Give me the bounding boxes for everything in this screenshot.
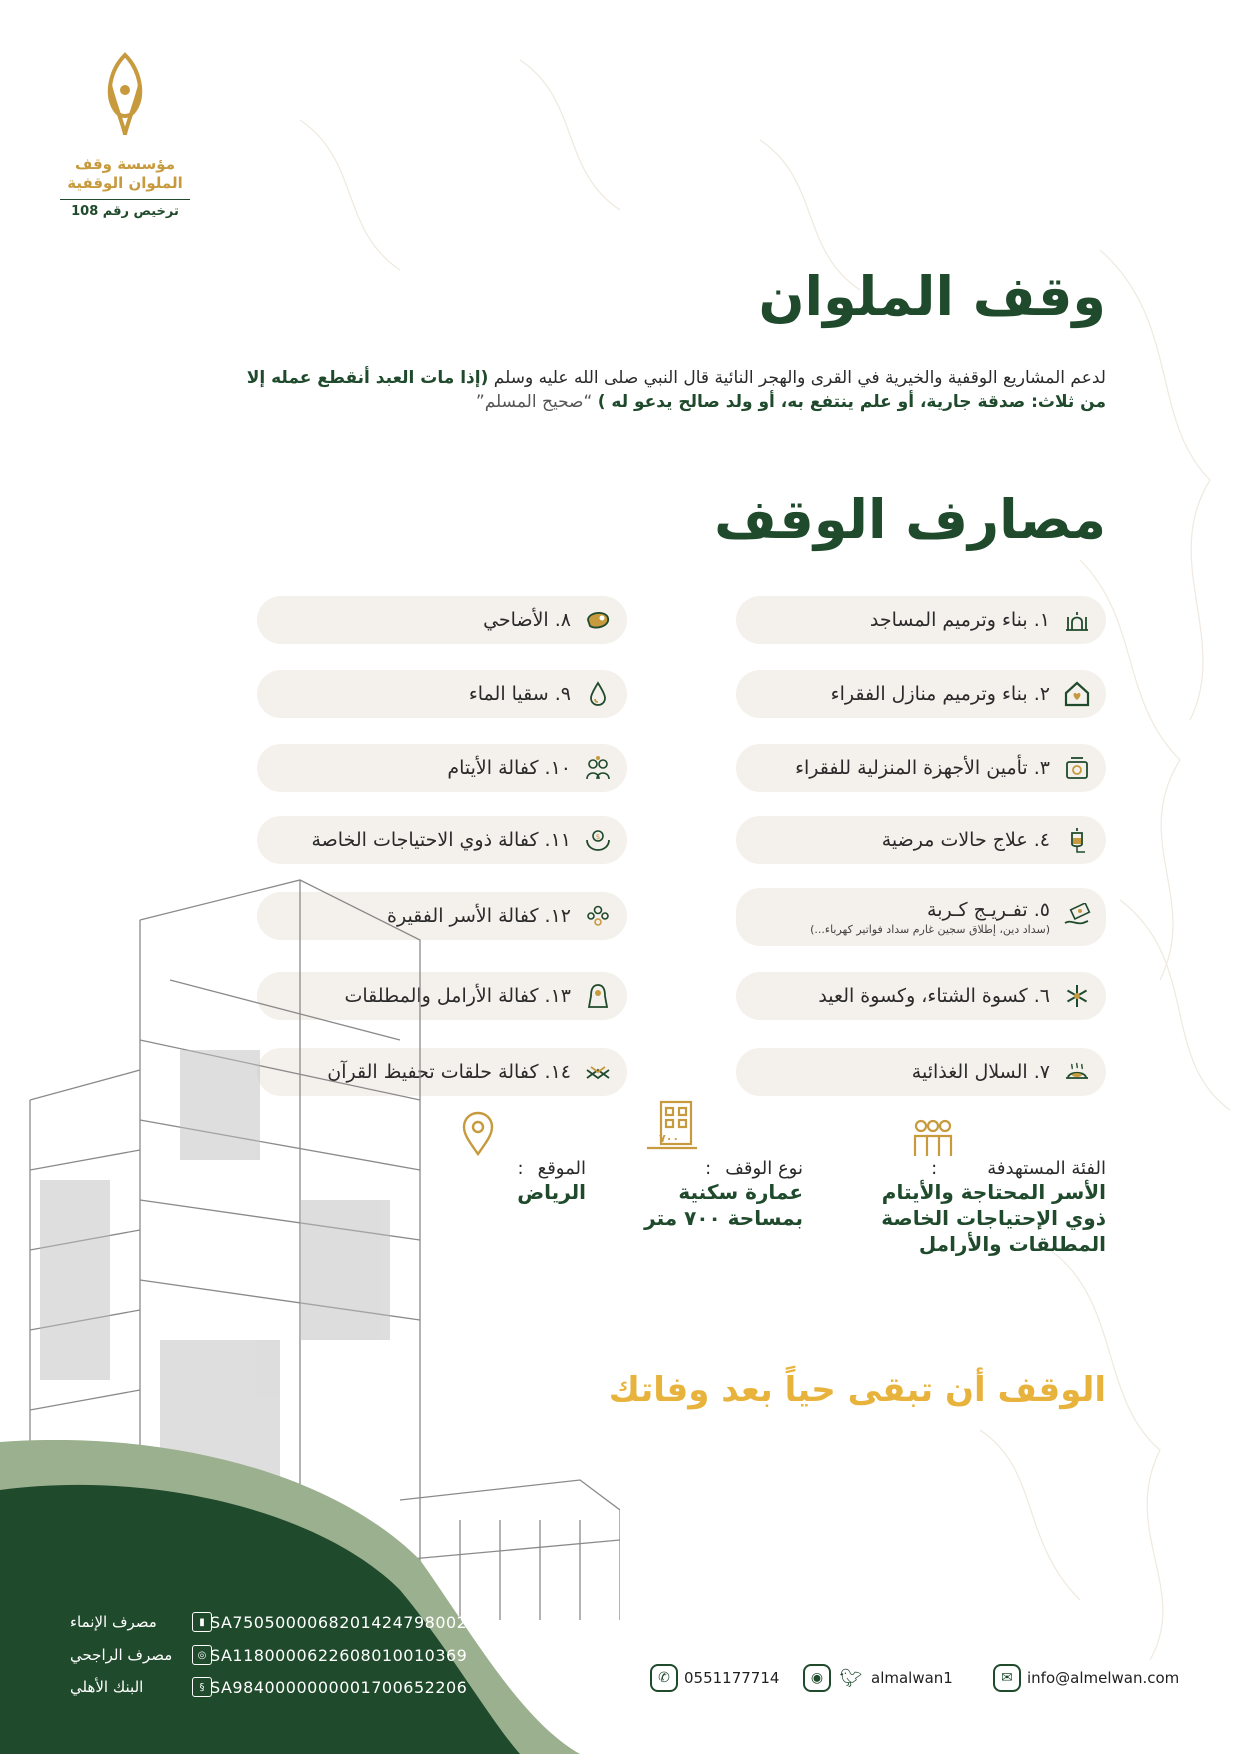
contact-social[interactable] [803, 1664, 953, 1692]
page-title: وقف الملوان [758, 265, 1106, 328]
bank-account[interactable]: SA9840000000001700652206 [210, 1677, 468, 1697]
expense-label: ٩. سقيا الماء [468, 683, 571, 705]
intro-text: لدعم المشاريع الوقفية والخيرية في القرى والهجر النائية قال النبي صلى الله عليه وسلم [493, 368, 1106, 388]
type-label-row [603, 1158, 803, 1179]
bank-account[interactable]: SA1180000622608010010369 [210, 1645, 468, 1665]
location-value: الرياض [517, 1180, 586, 1204]
hadith-quote: (إذا مات العبد أنقطع عمله إلا من ثلاث: صدقة جارية، أو علم ينتفع به، أو ولد صالح يدعو له ) [246, 368, 1106, 412]
logo-divider [60, 199, 190, 200]
food-dish-icon [1062, 1057, 1092, 1087]
expense-item [736, 816, 1106, 864]
expense-label: ١٣. كفالة الأرامل والمطلقات [344, 985, 571, 1007]
colon: : [931, 1158, 938, 1179]
expense-label: ١١. كفالة ذوي الاحتياجات الخاصة [311, 829, 571, 851]
phone-number: 0551177714 [684, 1669, 780, 1687]
type-label: نوع الوقف [725, 1158, 803, 1179]
social-handle: almalwan1 [871, 1669, 953, 1687]
expense-item [736, 670, 1106, 718]
building-size-icon [641, 1098, 703, 1154]
intro-paragraph [246, 366, 1106, 414]
contact-phone[interactable] [650, 1664, 779, 1692]
type-value-2: بمساحة ٧٠٠ متر [644, 1206, 803, 1230]
expense-label: ٧. السلال الغذائية [911, 1061, 1050, 1083]
alinma-icon: ▮ [192, 1612, 212, 1632]
bank-name: مصرف الراجحي [70, 1646, 173, 1664]
expense-label: ٣. تأمين الأجهزة المنزلية للفقراء [795, 757, 1050, 779]
house-heart-icon [1062, 679, 1092, 709]
children-icon [583, 753, 613, 783]
expense-item [736, 888, 1106, 946]
whatsapp-icon: ✆ [650, 1664, 678, 1692]
expense-label: ٥. تفـريـج كـربة [927, 898, 1050, 921]
bank-row [40, 1609, 495, 1635]
org-name-line1: مؤسسة وقف [74, 155, 176, 173]
license-number: ترخيص رقم 108 [71, 203, 179, 219]
email-address: info@almelwan.com [1027, 1669, 1180, 1687]
target-value-1: الأسر المحتاجة والأيتام [881, 1180, 1106, 1204]
water-drop-icon [583, 679, 613, 709]
svg-text:٧٠٠: ٧٠٠ [659, 1132, 680, 1145]
appliance-icon [1062, 753, 1092, 783]
slogan: الوقف أن تبقى حياً بعد وفاتك [608, 1370, 1106, 1410]
snowflake-icon [1062, 981, 1092, 1011]
iv-drip-icon [1062, 825, 1092, 855]
target-group-block [826, 1158, 1106, 1257]
expense-label: ٦. كسوة الشتاء، وكسوة العيد [818, 985, 1050, 1007]
expense-item [736, 1048, 1106, 1096]
bank-row [40, 1642, 495, 1668]
expense-sublabel: (سداد دين، إطلاق سجين غارم سداد فواتير كهرباء...) [810, 922, 1050, 936]
expense-label: ١٠. كفالة الأيتام [447, 757, 571, 779]
bank-row [40, 1674, 495, 1700]
location-label: الموقع [537, 1158, 586, 1179]
expense-label: ٢. بناء وترميم منازل الفقراء [830, 683, 1050, 705]
expense-label-with-sub [810, 899, 1050, 936]
expense-label: ٤. علاج حالات مرضية [881, 829, 1050, 851]
expense-item [257, 670, 627, 718]
mosque-icon [1062, 605, 1092, 635]
expense-label: ١. بناء وترميم المساجد [869, 609, 1050, 631]
expense-item [736, 744, 1106, 792]
target-value-2: ذوي الإحتياجات الخاصة [881, 1206, 1106, 1230]
people-group-icon [910, 1116, 956, 1162]
hadith-source: “صحيح المسلم” [475, 392, 593, 412]
org-name-line2: الملوان الوقفية [67, 173, 183, 192]
type-value-1: عمارة سكنية [678, 1180, 803, 1204]
alrajhi-icon: ◎ [192, 1645, 212, 1665]
svg-text:$: $ [595, 833, 601, 841]
bank-name: البنك الأهلي [70, 1678, 144, 1696]
contact-email[interactable] [993, 1664, 1179, 1692]
money-hand-icon [1062, 902, 1092, 932]
calligraphy-emblem-icon [50, 50, 200, 149]
mail-icon: ✉ [993, 1664, 1021, 1692]
target-value-3: المطلقات والأرامل [918, 1232, 1106, 1256]
instagram-icon: ◉ [803, 1664, 831, 1692]
colon: : [705, 1158, 712, 1179]
expense-label: ١٤. كفالة حلقات تحفيظ القرآن [327, 1061, 571, 1083]
bank-name: مصرف الإنماء [70, 1613, 157, 1631]
colon: : [517, 1158, 524, 1179]
expense-label: ١٢. كفالة الأسر الفقيرة [387, 905, 571, 927]
target-label-row [826, 1158, 1106, 1179]
expense-item [257, 744, 627, 792]
expense-item [736, 596, 1106, 644]
section-title: مصارف الوقف [714, 488, 1106, 551]
footer-wave [0, 1440, 1241, 1754]
target-label: الفئة المستهدفة [987, 1158, 1106, 1179]
expense-item [257, 596, 627, 644]
meat-icon [583, 605, 613, 635]
bank-account[interactable]: SA7505000068201424798002 [210, 1612, 468, 1632]
waqf-type-block [603, 1132, 803, 1231]
twitter-icon: 🐦︎ [839, 1667, 863, 1689]
expense-item [736, 972, 1106, 1020]
org-logo [50, 50, 200, 219]
expense-label: ٨. الأضاحي [483, 609, 571, 631]
ahli-icon: § [192, 1677, 212, 1697]
